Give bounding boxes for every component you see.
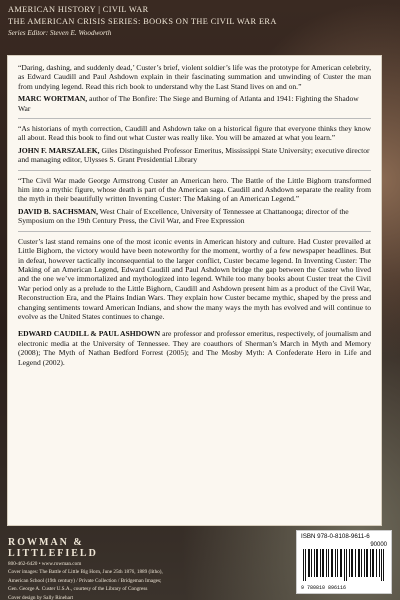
barcode-number: 9 780810 896116	[301, 585, 347, 591]
series-header	[8, 4, 392, 38]
barcode-bars	[301, 541, 389, 581]
cover-credit-line: American School (19th century) / Private Collection / Bridgeman Images;	[8, 577, 162, 584]
publisher-name-line2: LITTLEFIELD	[8, 548, 98, 559]
divider	[18, 231, 371, 232]
blurb-credit-3: West Chair of Excellence, University of Tennessee at Chattanooga; director of the Symposium on the 19th Century Press, the Civil War, and Free Expression	[18, 206, 349, 226]
publisher-contact: 800-462-6420 • www.rowman.com	[8, 561, 82, 567]
text-panel	[7, 55, 382, 526]
author-bio	[18, 329, 371, 367]
divider	[18, 170, 371, 171]
blurb-author-3: DAVID B. SACHSMAN,	[18, 206, 99, 216]
series-title: THE AMERICAN CRISIS SERIES: BOOKS ON THE CIVIL WAR ERA	[8, 17, 277, 26]
series-editor: Series Editor: Steven E. Woodworth	[8, 29, 112, 37]
blurb-attribution-2	[18, 146, 371, 165]
blurb-attribution-3	[18, 207, 371, 226]
book-description: Custer’s last stand remains one of the most iconic events in American history and culture. Had Custer prevailed at Little Bighorn, the victory would have been noteworthy for the moment, worthy of a few newspaper headlines. But in defeat, however tactically inconsequential to the larger conflict, Custer became legend. In Inventing Custer: The Making of an American Legend, Edward Caudill and Paul Ashdown bridge the gap between the Custer who lived and the one we’ve immortalized and mythologized into legend. While too many books about Custer treat the Civil War period only as a prelude to the Little Bighorn, Caudill and Ashdown present him as a product of the Civil War, Reconstruction Era, and the Plains Indian Wars. They explain how Custer became mythic, shaped by the press and changing sentiments toward American Indians, and show the many ways the myth has evolved and will continue to evolve as the United States continues to change.	[18, 236, 371, 321]
barcode-panel	[296, 530, 392, 594]
blurb-credit-1: author of The Bonfire: The Siege and Burning of Atlanta and 1941: Fighting the Shadow War	[18, 94, 359, 113]
author-names: EDWARD CAUDILL & PAUL ASHDOWN	[18, 329, 161, 339]
author-bio-text: are professor and professor emeritus, respectively, of journalism and electronic media at the University of Tennessee. They are coauthors of Sherman’s March in Myth and Memory (2008); The Myth of Nathan Bedford Forrest (2005); and The Mosby Myth: A Confederate Hero in Life and Legend (2002).	[18, 329, 371, 367]
publisher-name-line1: ROWMAN &	[8, 537, 84, 548]
cover-credit-line: Cover images: The Battle of Little Big Horn, June 25th 1876, 1889 (litho),	[8, 569, 163, 576]
blurb-quote-1: “Daring, dashing, and suddenly dead,’ Custer’s brief, violent soldier’s life was the prototype for American celebrity, as Edward Caudill and Paul Ashdown explain in their fascinating summation and unwinding of Custer the man from undying legend. Read this rich book to understand why the Last Stand lives on and on.”	[18, 63, 371, 91]
cover-credit-line: Cover design by Sally Rinehart	[8, 594, 74, 600]
price-code: 90000	[370, 542, 387, 548]
blurb-quote-3: “The Civil War made George Armstrong Custer an American hero. The Battle of the Little Bighorn transformed him into a mythic figure, whose death is part of the American saga. Caudill and Ashdown separate the reality from the myth in their beautifully written Inventing Custer: The Making of an American Legend.”	[18, 175, 371, 204]
blurb-attribution-1	[18, 94, 371, 113]
blurb-author-1: MARC WORTMAN,	[18, 94, 88, 104]
blurb-author-2: JOHN F. MARSZALEK,	[18, 145, 100, 155]
blurb-quote-2: “As historians of myth correction, Caudill and Ashdown take on a historical figure that everyone thinks they know all about. Read this book to find out what Custer was really like. You will be amazed at what you learn.”	[18, 124, 371, 143]
blurb-credit-2: Giles Distinguished Professor Emeritus, Mississippi State University; executive director and managing editor, Ulysses S. Grant Presidential Library	[18, 145, 370, 165]
category-label: AMERICAN HISTORY | CIVIL WAR	[8, 5, 149, 14]
cover-credit-line: Gen. George A. Custer U.S.A., courtesy of the Library of Congress	[8, 586, 148, 593]
divider	[18, 118, 371, 119]
isbn-label: ISBN 978-0-8108-9611-6	[301, 533, 370, 540]
publisher-block	[8, 537, 163, 600]
